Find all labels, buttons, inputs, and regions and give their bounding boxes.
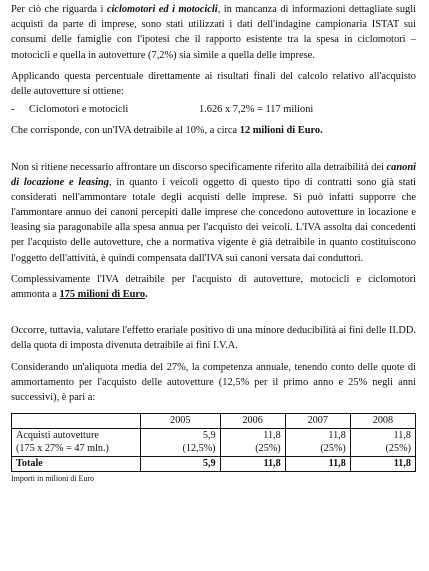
table-cell: 5,9 (12,5%)	[141, 429, 221, 456]
paragraph-ciclomotori: Per ciò che riguarda i ciclomotori ed i motocicli, in mancanza di informazioni dettagliate sugli acquisti da parte di imprese, sono stati utilizzati i dati dell'indagine campionaria ISTAT sui consumi delle famiglie con l'ipotesi che il rapporto esistente tra la spesa in ciclomotori – motocicli e quella in autovetture (7,2%) sia simile a quella delle imprese.	[11, 4, 416, 61]
table-row-label: Totale	[12, 456, 141, 471]
table-row-totale	[12, 456, 416, 471]
table-note: Importi in milioni di Euro	[11, 474, 95, 484]
table-cell: 5,9	[141, 456, 221, 471]
paragraph-leasing: Non si ritiene necessario affrontare un discorso specificamente riferito alla detraibilità dei canoni di locazione e leasing, in quanto i veicoli oggetto di questo tipo di contratti sono già stati considerati nell'ammontare totale degli acquisti delle imprese. Si può infatti supporre che l'ammontare annuo dei canoni percepiti dalle imprese che concedono autovetture in locazione e leasing sia paragonabile alla spesa annua per l'acquisto dei veicoli. L'IVA assolta dai concedenti per l'acquisto delle autovetture, che a normativa vigente è già detraibile in quanto costituiscono l'oggetto dell'attività, è quindi compensata dall'IVA sui canoni versata dai conduttori.	[11, 161, 417, 264]
table-header-year: 2008	[350, 414, 415, 429]
table-cell: 11,8	[285, 456, 350, 471]
table-header-year: 2007	[285, 414, 350, 429]
amount-175-milioni: 175 milioni di Euro	[59, 289, 146, 300]
emphasis-ciclomotori: ciclomotori ed i motocicli	[106, 4, 218, 15]
table-cell: 11,8	[220, 456, 285, 471]
table-header-year: 2006	[220, 414, 285, 429]
paragraph-totale-iva: Complessivamente l'IVA detraibile per l'acquisto di autovetture, motocicli e ciclomotori ammonta a 175 milioni di Euro.	[11, 273, 416, 300]
table-cell: 11,8 (25%)	[285, 429, 350, 456]
bullet-dash: -	[11, 104, 15, 116]
paragraph-percentuale: Applicando questa percentuale direttamente ai risultati finali del calcolo relativo all'acquisto delle autovetture si ottiene:	[11, 70, 416, 97]
table-row-label: Acquisti autovetture (175 x 27% = 47 mln.)	[12, 429, 141, 456]
paragraph-iva-10: Che corrisponde, con un'IVA detraibile al 10%, a circa 12 milioni di Euro.	[11, 125, 323, 137]
bullet-label: Ciclomotori e motocicli	[29, 104, 129, 116]
table-cell: 11,8	[350, 456, 415, 471]
table-header-year: 2005	[141, 414, 221, 429]
table-header-row	[12, 414, 416, 429]
amount-12-milioni: 12 milioni di Euro.	[239, 125, 323, 137]
table-row-acquisti	[12, 429, 416, 456]
table-header-empty	[12, 414, 141, 429]
bullet-formula: 1.626 x 7,2% = 117 milioni	[199, 104, 314, 116]
ammortamento-table	[11, 413, 416, 472]
table-cell: 11,8 (25%)	[350, 429, 415, 456]
emphasis-leasing: canoni di locazione e leasing	[11, 161, 416, 188]
paragraph-aliquota: Considerando un'aliquota media del 27%, la competenza annuale, tenendo conto delle quote di ammortamento per l'acquisto delle autovetture (12,5% per il primo anno e 25% negli anni successivi), è pari a:	[11, 361, 416, 403]
bullet-calculation	[11, 102, 416, 117]
paragraph-deducibilita: Occorre, tuttavia, valutare l'effetto erariale positivo di una minore deducibilità ai fini delle II.DD. della quota di imposta divenuta detraibile ai fini I.V.A.	[11, 325, 416, 352]
table-cell: 11,8 (25%)	[220, 429, 285, 456]
